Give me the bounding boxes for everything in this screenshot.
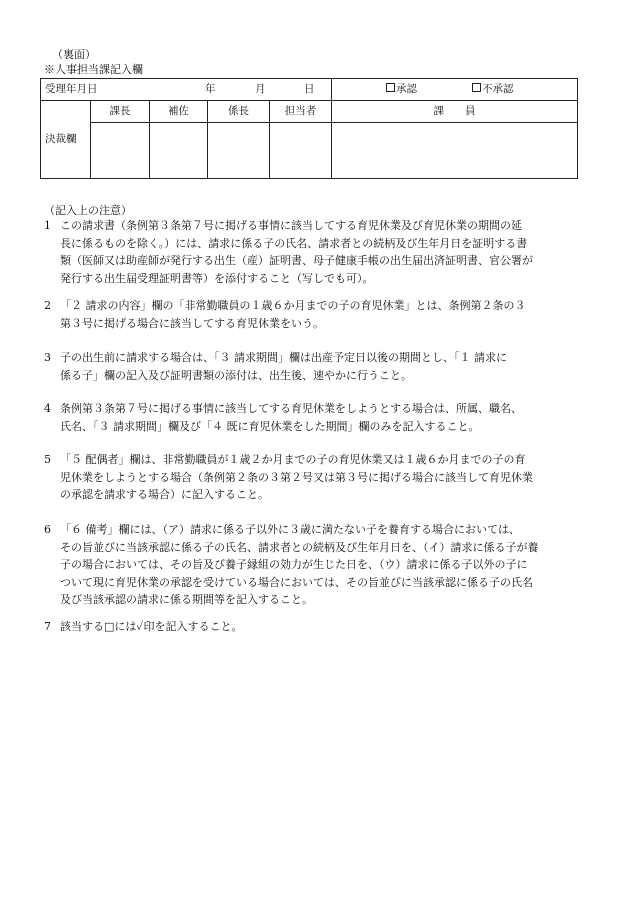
note-number: 2 [44, 299, 51, 312]
note-item [44, 297, 589, 332]
note-line: 第３号に掲げる場合に該当してする育児休業をいう。 [60, 316, 324, 330]
note-item [44, 451, 589, 504]
note-line: 係る子」欄の記入及び証明書類の添付は、出生後、速やかに行うこと。 [60, 368, 412, 382]
col-subsection-chief: 係長 [208, 101, 270, 123]
note-number: 1 [44, 219, 51, 232]
col-staff: 課 員 [332, 101, 578, 123]
note-line: 子の場合においては、その旨及び養子縁組の効力が生じた日を、（ウ）請求に係る子以外の子に [60, 558, 528, 571]
note-line: の承認を請求する場合）に記入すること。 [60, 488, 269, 501]
stamp-cell-person-in-charge[interactable] [270, 123, 332, 179]
note-number: 3 [44, 351, 51, 364]
notes-title: （記入上の注意） [44, 204, 132, 217]
col-person-in-charge: 担当者 [270, 101, 332, 123]
received-date-label: 受理年月日 [45, 83, 98, 95]
note-line: 「６ 備考」欄には、（ア）請求に係る子以外に３歳に満たない子を養育する場合においては、 [60, 523, 520, 536]
note-item [44, 349, 589, 384]
note-line: 児休業をしようとする場合（条例第２条の３第２号又は第３号に掲げる場合に該当して育児休業 [60, 470, 533, 484]
note-line: 子の出生前に請求する場合は、「３ 請求期間」欄は出産予定日以後の期間とし、「１ 請求に [60, 351, 507, 364]
note-line: 条例第３条第７号に掲げる事情に該当してする育児休業をしようとする場合は、所属、職名、 [60, 402, 522, 415]
month-label: 月 [255, 83, 266, 95]
note-number: 5 [44, 453, 51, 466]
note-line: その旨並びに当該承認に係る子の氏名、請求者との続柄及び生年月日を、（イ）請求に係る子が養 [60, 540, 539, 554]
stamp-cell-staff[interactable] [332, 123, 578, 179]
note-line: 長に係るものを除く。）には、請求に係る子の氏名、請求者との続柄及び生年月日を証明する書 [60, 236, 528, 250]
note-line: 該当する□には✓印を記入すること。 [60, 620, 243, 633]
approve-checkbox[interactable] [386, 83, 395, 92]
note-number: 6 [44, 523, 51, 536]
approve-option[interactable] [386, 82, 417, 97]
stamp-cell-subsection-chief[interactable] [208, 123, 270, 179]
day-label: 日 [304, 83, 315, 95]
approve-label: 承認 [396, 83, 418, 95]
stamp-cell-section-chief[interactable] [91, 123, 150, 179]
note-item [44, 618, 589, 636]
approval-cell [332, 79, 578, 101]
note-item [44, 217, 589, 287]
reject-label: 不承認 [482, 83, 514, 95]
note-line: ついて現に育児休業の承認を受けている場合においては、その旨並びに当該承認に係る子の氏名 [60, 575, 533, 589]
reject-checkbox[interactable] [472, 83, 481, 92]
hr-section-label: ※人事担当課記入欄 [44, 63, 143, 76]
year-label: 年 [205, 83, 216, 95]
note-line: この請求書（条例第３条第７号に掲げる事情に該当してする育児休業及び育児休業の期間の延 [60, 219, 522, 232]
col-assistant: 補佐 [150, 101, 208, 123]
note-line: 「２ 請求の内容」欄の「非常勤職員の１歳６か月までの子の育児休業」とは、条例第２条の３ [60, 299, 526, 312]
hr-record-table [40, 78, 578, 179]
note-line: 氏名、「３ 請求期間」欄及び「４ 既に育児休業をした期間」欄のみを記入すること。 [60, 419, 480, 433]
note-line: 及び当該承認の請求に係る期間等を記入すること。 [60, 593, 313, 606]
stamp-cell-assistant[interactable] [150, 123, 208, 179]
note-line: 「５ 配偶者」欄は、非常勤職員が１歳２か月までの子の育児休業又は１歳６か月までの子の育 [60, 453, 526, 466]
note-item [44, 400, 589, 435]
note-line: 発行する出生届受理証明書等）を添付すること（写しでも可）。 [60, 271, 374, 285]
reverse-side-label: （裏面） [52, 48, 96, 61]
note-item [44, 521, 589, 609]
decision-label: 決裁欄 [41, 101, 91, 179]
note-line: 類（医師又は助産師が発行する出生（産）証明書、母子健康手帳の出生届出済証明書、官公署が [60, 254, 533, 267]
note-number: 7 [44, 620, 51, 633]
note-number: 4 [44, 402, 51, 415]
reject-option[interactable] [472, 82, 514, 97]
received-date-field[interactable] [41, 79, 332, 101]
col-section-chief: 課長 [91, 101, 150, 123]
